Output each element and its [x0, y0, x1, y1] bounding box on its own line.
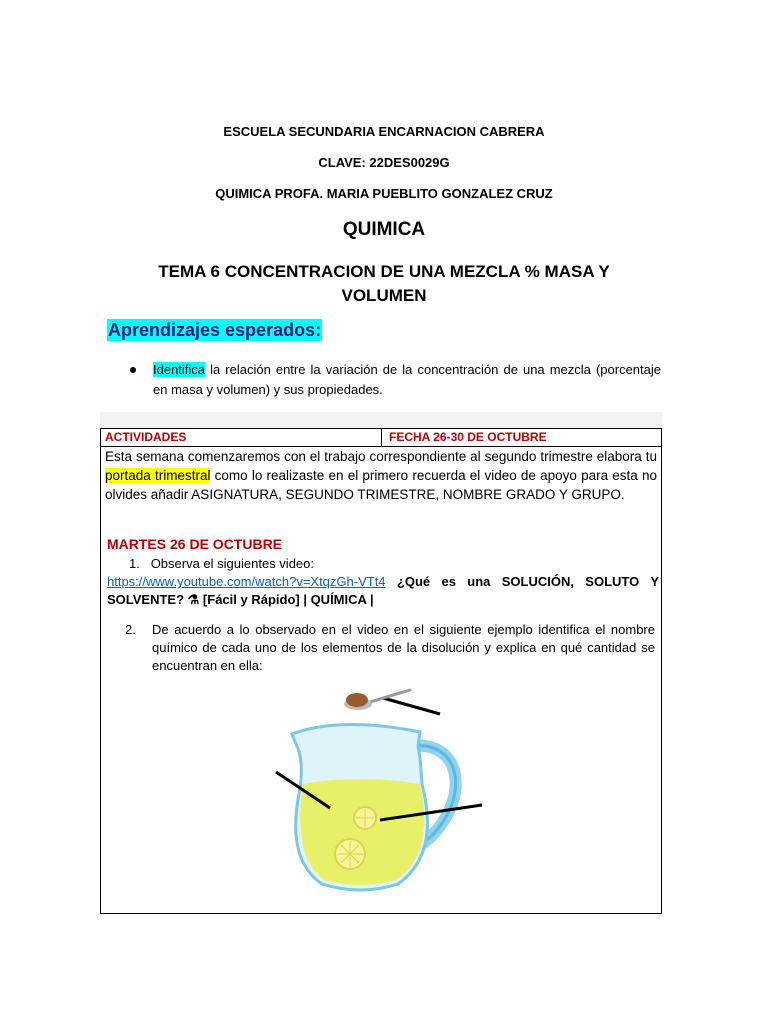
topic-title: [130, 260, 638, 308]
header-activities: ACTIVIDADES: [105, 430, 187, 444]
learning-outcome-text: [153, 360, 661, 400]
day-heading: MARTES 26 DE OCTUBRE: [107, 536, 283, 552]
school-code: CLAVE: 22DES0029G: [318, 155, 450, 170]
teacher-name: QUIMICA PROFA. MARIA PUEBLITO GONZALEZ CRUZ: [215, 186, 553, 201]
topic-line-2: VOLUMEN: [341, 286, 427, 305]
subject-title: QUIMICA: [342, 219, 426, 240]
video-title: ¿Qué es una SOLUCIÓN, SOLUTO Y SOLVENTE? ⚗ [Fácil y Rápido] | QUÍMICA |: [107, 574, 659, 607]
highlighted-cover: portada trimestral: [105, 468, 211, 483]
table-top-shade: [100, 412, 662, 428]
item-2-text: De acuerdo a lo observado en el video en el siguiente ejemplo identifica el nombre químico de cada uno de los elementos de la disolución y explica en qué cantidad se encuentran en ella:: [152, 622, 655, 673]
intro-paragraph: [105, 447, 657, 504]
spoon-with-sugar-icon: [344, 690, 410, 710]
item-1-text: Observa el siguientes video:: [150, 556, 314, 571]
item-1-number: 1.: [129, 556, 140, 571]
item-2-number: 2.: [125, 622, 136, 637]
intro-part-b: como lo realizaste en el primero recuerda el video de apoyo para esta no olvides añadir ASIGNATURA, SEGUNDO TRIMESTRE, NOMBRE GRADO Y GRUPO.: [105, 468, 657, 502]
highlighted-verb: Identifica: [153, 362, 206, 377]
school-name: ESCUELA SECUNDARIA ENCARNACION CABRERA: [223, 124, 545, 139]
table-header-row: [101, 429, 661, 447]
activity-item-1: [107, 555, 659, 609]
video-link[interactable]: https://www.youtube.com/watch?v=XtqzGh-VTt4: [107, 574, 386, 589]
intro-part-a: Esta semana comenzaremos con el trabajo correspondiente al segundo trimestre elabora tu: [105, 449, 657, 464]
learning-outcomes-heading: Aprendizajes esperados:: [108, 320, 322, 340]
column-divider: [381, 429, 382, 446]
lemonade-liquid: [300, 779, 424, 885]
arrow-top: [383, 698, 440, 714]
header-date: FECHA 26-30 DE OCTUBRE: [389, 430, 547, 444]
learning-outcome-rest: la relación entre la variación de la concentración de una mezcla (porcentaje en masa y volumen) y sus propiedades.: [153, 362, 661, 397]
topic-line-1: TEMA 6 CONCENTRACION DE UNA MEZCLA % MASA Y: [158, 262, 610, 281]
lemonade-pitcher-illustration: [270, 684, 500, 914]
bullet-icon: [130, 367, 136, 373]
